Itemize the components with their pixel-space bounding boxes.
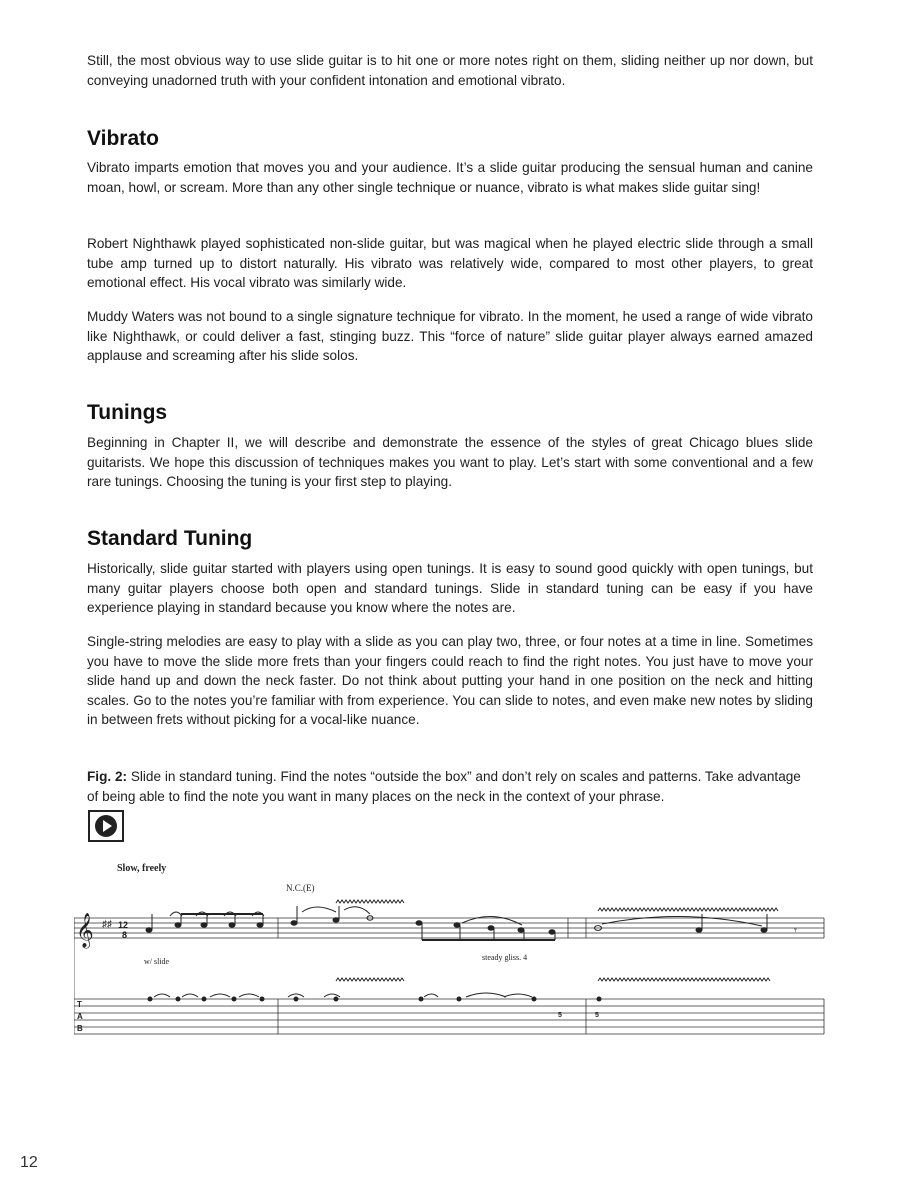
tab-fret-number-1: 5 — [558, 1012, 562, 1019]
tempo-marking: Slow, freely — [117, 863, 167, 874]
vibrato-paragraph-3: Muddy Waters was not bound to a single signature technique for vibrato. In the moment, he used a range of wide vibrato like Nighthawk, or could deliver a fast, stinging buzz. This “force of nature” slide guitar player always earned amazed applause and screaming after his slide solos. — [87, 309, 813, 363]
standard-tuning-heading: Standard Tuning — [87, 527, 253, 550]
tunings-paragraph: Beginning in Chapter II, we will describe and demonstrate the essence of the styles of great Chicago blues slide guitarists. We hope this discussion of techniques makes you want to play. Let’s start with some conventional and a few rare tunings. Choosing the tuning is your first step to playing. — [87, 435, 813, 489]
svg-text:♯♯: ♯♯ — [102, 919, 112, 930]
tunings-heading: Tunings — [87, 401, 168, 424]
page-number: 12 — [20, 1154, 38, 1171]
tab-letter-b: B — [77, 1024, 83, 1033]
play-icon — [95, 815, 117, 837]
vibrato-paragraph-1: Vibrato imparts emotion that moves you and your audience. It’s a slide guitar producing the sensual human and canine moan, howl, or scream. More than any other single technique or nuance, vibrato is what makes slide guitar sing! — [87, 160, 813, 195]
svg-text:𝄾: 𝄾 — [794, 925, 797, 937]
treble-staff — [74, 918, 824, 938]
play-audio-button[interactable] — [88, 810, 124, 842]
measure-3-notes — [595, 914, 798, 937]
figure-caption — [87, 767, 813, 806]
standard-tuning-paragraph-2: Single-string melodies are easy to play with a slide as you can play two, three, or four notes at a time in line. Sometimes you have to move the slide more frets than your fingers could reach to find the right notes. You just have to move your slide hand up and down the neck faster. Do not think about putting your hand in one position on the neck and hitting scales. Go to the notes you’re familiar with from experience. You can slide to notes, and even make new notes by sliding in between frets without picking for a vocal-like nuance. — [87, 634, 813, 727]
figure-label: Fig. 2: — [87, 769, 128, 784]
music-notation — [74, 878, 830, 1048]
tab-fret-number-2: 5 — [595, 1012, 599, 1019]
svg-text:12: 12 — [118, 920, 129, 930]
vibrato-marks — [336, 900, 778, 911]
vibrato-heading: Vibrato — [87, 127, 159, 150]
treble-clef-icon: 𝄞 — [76, 914, 94, 947]
measure-1-notes — [146, 912, 264, 932]
standard-tuning-paragraph-1: Historically, slide guitar started with players using open tunings. It is easy to sound good quickly with open tunings, but many guitar players choose both open and standard tunings. Slide in standard tuning can be easy if you have experience playing in standard because you know where the notes are. — [87, 561, 813, 615]
tab-vibrato-marks — [336, 978, 770, 981]
figure-caption-text: Slide in standard tuning. Find the notes “outside the box” and don’t rely on scales and patterns. Take advantage of being able to find the note you want in many places on the neck in the context of your phrase. — [87, 769, 801, 804]
tab-notes — [148, 993, 601, 1001]
vibrato-paragraph-2: Robert Nighthawk played sophisticated non-slide guitar, but was magical when he played electric slide through a small tube amp turned up to distort naturally. His vibrato was relatively wide, compared to most other players, to great emotional effect. His vocal vibrato was similarly wide. — [87, 236, 813, 290]
technique-text: w/ slide — [144, 957, 170, 966]
gliss-text: steady gliss. 4 — [482, 953, 528, 962]
svg-text:8: 8 — [122, 930, 128, 940]
tab-staff — [74, 918, 824, 1034]
chord-symbol: N.C.(E) — [286, 883, 315, 893]
intro-paragraph: Still, the most obvious way to use slide guitar is to hit one or more notes right on them, sliding neither up nor down, but conveying unadorned truth with your confident intonation and emotional vibrato. — [87, 53, 813, 88]
tab-letter-a: A — [77, 1012, 83, 1021]
tab-letter-t: T — [77, 1000, 82, 1009]
